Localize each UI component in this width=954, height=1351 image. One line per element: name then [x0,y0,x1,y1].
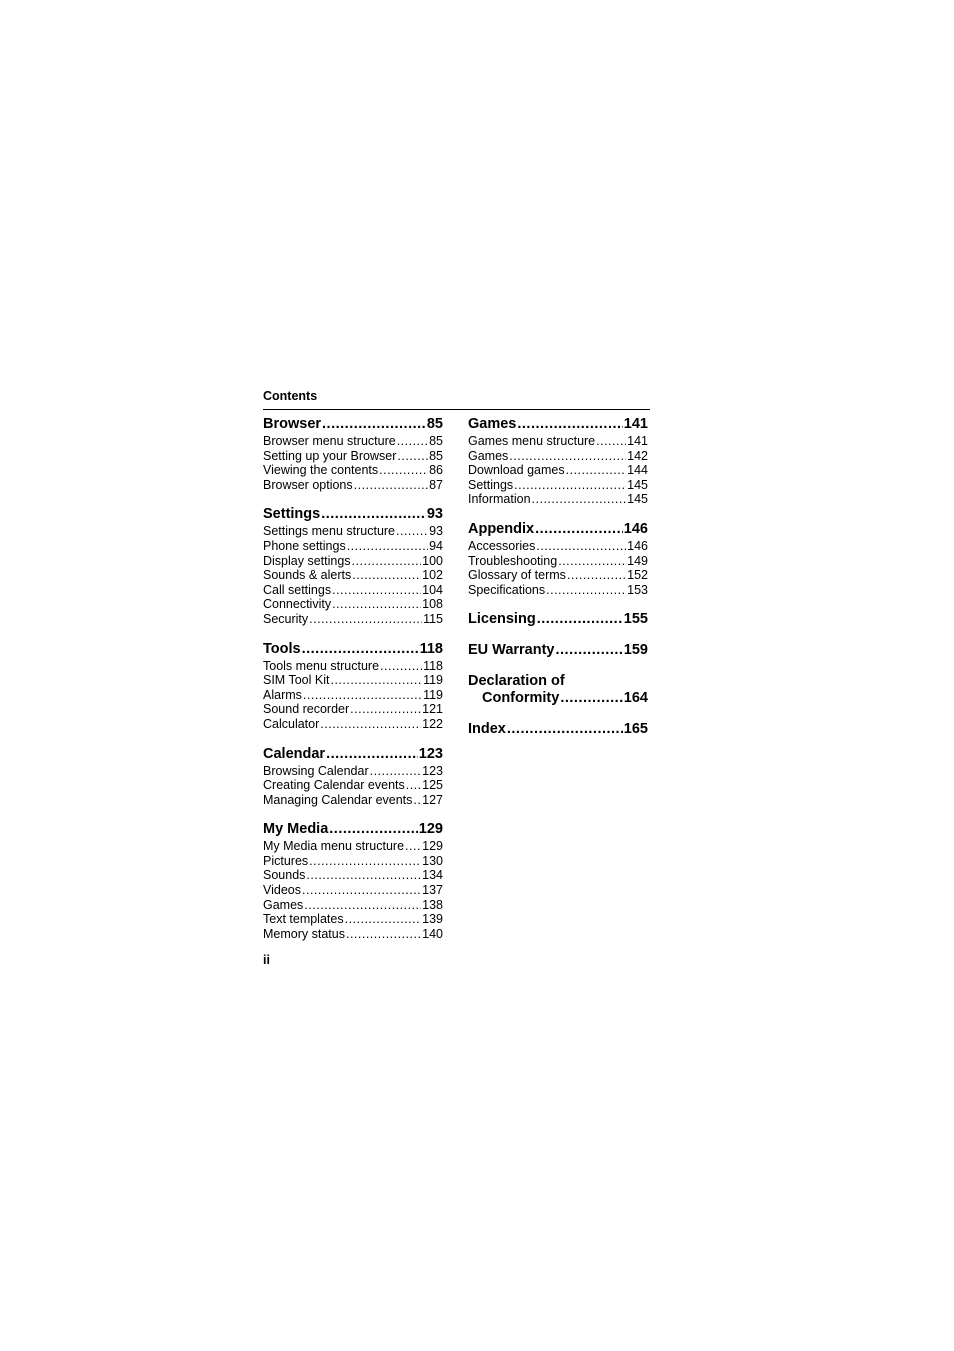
toc-entry-label: Calculator [263,716,320,731]
dot-leader [507,721,623,738]
dot-leader [509,449,626,464]
toc-entry-label: Tools menu structure [263,658,380,673]
dot-leader [345,912,422,927]
dot-leader [560,690,622,707]
toc-entry-label: Display settings [263,553,351,568]
toc-heading[interactable] [468,611,648,628]
toc-entry-label: Connectivity [263,597,332,612]
toc-entry-label: Sound recorder [263,702,350,717]
toc-entry-label: SIM Tool Kit [263,673,330,688]
dot-leader [354,478,428,493]
toc-section-calendar [263,746,443,808]
toc-entry[interactable] [263,554,443,569]
toc-entry-label: Setting up your Browser [263,448,397,463]
toc-entry-page: 149 [627,553,648,568]
toc-heading[interactable] [263,746,443,763]
toc-entry-page: 86 [429,463,443,478]
toc-entry[interactable] [263,883,443,898]
toc-entry-label: Settings menu structure [263,524,396,539]
toc-entry-label: Glossary of terms [468,568,566,583]
toc-entry-page: 130 [422,853,443,868]
dot-leader [347,539,428,554]
dot-leader [321,506,426,523]
toc-entry[interactable] [263,597,443,612]
toc-heading-label: Conformity [482,690,560,707]
toc-entry-page: 125 [422,778,443,793]
toc-entry-label: Download games [468,463,565,478]
toc-entry-label: Specifications [468,582,546,597]
toc-heading[interactable] [468,642,648,659]
toc-section-my-media [263,821,443,941]
toc-entry[interactable] [468,539,648,554]
toc-entry-label: Accessories [468,538,536,553]
toc-entry[interactable] [263,659,443,674]
toc-entry-page: 115 [423,611,443,626]
toc-entry-page: 142 [627,448,648,463]
dot-leader [352,568,421,583]
toc-entry[interactable] [263,927,443,942]
dot-leader [330,673,422,688]
dot-leader [397,449,428,464]
toc-entry-page: 119 [423,687,443,702]
toc-entry-label: Security [263,611,309,626]
dot-leader [332,597,421,612]
toc-entry-page: 129 [422,839,443,854]
toc-entry-page: 119 [423,673,443,688]
toc-entry-page: 127 [422,792,443,807]
toc-entry[interactable] [263,583,443,598]
dot-leader [309,612,422,627]
toc-entry-page: 123 [422,763,443,778]
toc-entry[interactable] [263,449,443,464]
dot-leader [332,583,421,598]
toc-entry[interactable] [263,793,443,808]
toc-entry-page: 102 [422,568,443,583]
toc-entry-label: Games [468,448,509,463]
toc-entry-page: 139 [422,912,443,927]
toc-heading-label: Calendar [263,745,326,762]
toc-entry-label: Viewing the contents [263,463,379,478]
toc-entry-page: 140 [422,926,443,941]
toc-section-browser [263,416,443,492]
dot-leader [405,839,421,854]
toc-entry[interactable] [263,839,443,854]
toc-entry[interactable] [263,434,443,449]
toc-entry-label: Managing Calendar events [263,792,413,807]
dot-leader [532,492,627,507]
toc-heading-page: 123 [418,745,443,762]
toc-heading-page: 155 [623,611,648,628]
toc-entry-label: Creating Calendar events [263,778,405,793]
dot-leader [346,927,421,942]
toc-entry[interactable] [263,854,443,869]
toc-entry-label: Troubleshooting [468,553,558,568]
toc-entry[interactable] [263,539,443,554]
toc-entry[interactable] [468,568,648,583]
page-number: ii [263,953,270,967]
toc-entry-page: 153 [627,582,648,597]
toc-heading[interactable] [468,416,648,433]
toc-entry[interactable] [263,912,443,927]
toc-entry-label: Videos [263,883,301,898]
toc-entry-page: 87 [429,477,443,492]
toc-heading-label: My Media [263,821,329,838]
toc-entry-page: 146 [627,538,648,553]
toc-entry-page: 144 [627,463,648,478]
toc-entry[interactable] [263,868,443,883]
toc-entry[interactable] [468,449,648,464]
dot-leader [302,883,421,898]
header-divider [263,409,650,410]
toc-entry-page: 145 [627,492,648,507]
toc-heading-page: 85 [426,416,443,432]
toc-heading-page: 93 [426,506,443,523]
dot-leader [397,434,428,449]
toc-heading-page: 141 [623,416,648,432]
toc-entry-label: Information [468,492,531,507]
toc-entry-page: 152 [627,568,648,583]
toc-heading-label: Games [468,416,517,432]
page-title: Contents [263,389,318,403]
toc-section-index [468,721,648,738]
toc-entry[interactable] [263,702,443,717]
dot-leader [322,416,426,433]
dot-leader [566,463,627,478]
toc-heading-label: Settings [263,506,321,523]
toc-entry-page: 118 [423,658,443,673]
toc-heading[interactable] [468,521,648,538]
dot-leader [350,702,421,717]
toc-entry[interactable] [263,778,443,793]
toc-heading[interactable] [263,416,443,433]
dot-leader [396,524,428,539]
dot-leader [370,764,422,779]
toc-entry-page: 134 [422,868,443,883]
dot-leader [555,642,622,659]
toc-entry-label: Games [263,897,304,912]
toc-heading-label: Browser [263,416,322,432]
toc-section-eu-warranty [468,642,648,659]
toc-entry-page: 100 [422,553,443,568]
toc-heading[interactable] [263,641,443,658]
dot-leader [329,821,418,838]
toc-entry-label: Phone settings [263,538,346,553]
toc-heading-page: 164 [623,690,648,707]
toc-entry-page: 104 [422,582,443,597]
toc-entry-label: Sounds & alerts [263,568,352,583]
toc-entry-page: 141 [627,434,648,448]
toc-entry[interactable] [263,688,443,703]
toc-entry-page: 94 [429,538,443,553]
toc-section-settings [263,506,443,626]
toc-entry[interactable] [263,898,443,913]
toc-section-appendix [468,521,648,597]
dot-leader [379,463,428,478]
toc-entry-label: My Media menu structure [263,839,405,854]
dot-leader [558,554,626,569]
toc-heading-page: 159 [623,642,648,659]
toc-entry[interactable] [468,492,648,507]
dot-leader [326,746,418,763]
dot-leader [517,416,622,433]
dot-leader [352,554,422,569]
dot-leader [406,778,421,793]
toc-entry-page: 93 [429,524,443,539]
dot-leader [567,568,626,583]
dot-leader [306,868,421,883]
toc-entry[interactable] [468,434,648,449]
toc-entry-label: Alarms [263,687,302,702]
toc-entry[interactable] [468,583,648,598]
toc-entry-label: Browser options [263,477,353,492]
dot-leader [596,434,626,449]
toc-heading-page: 118 [419,640,443,657]
toc-entry[interactable] [263,478,443,493]
toc-entry[interactable] [468,478,648,493]
toc-heading-multiline[interactable] [468,673,648,707]
dot-leader [303,688,422,703]
toc-section-licensing [468,611,648,628]
toc-entry-label: Sounds [263,868,306,883]
toc-heading-label: Tools [263,640,301,657]
toc-section-games [468,416,648,507]
toc-entry-page: 121 [422,702,443,717]
toc-entry[interactable] [263,673,443,688]
toc-entry-label: Memory status [263,926,345,941]
toc-right-column [468,416,648,752]
dot-leader [536,539,626,554]
toc-heading[interactable] [468,721,648,738]
toc-entry-label: Browser menu structure [263,434,396,448]
toc-entry[interactable] [263,463,443,478]
toc-entry[interactable] [468,554,648,569]
toc-entry[interactable] [263,524,443,539]
toc-heading-label: Licensing [468,611,536,628]
dot-leader [302,641,419,658]
toc-entry-page: 138 [422,897,443,912]
toc-entry-page: 137 [422,883,443,898]
toc-heading-page: 146 [623,520,648,537]
toc-heading-label-line1: Declaration of [468,673,565,690]
dot-leader [537,611,623,628]
toc-entry[interactable] [263,568,443,583]
toc-entry-page: 85 [429,434,443,448]
toc-entry-page: 108 [422,597,443,612]
toc-heading[interactable] [263,821,443,838]
dot-leader [514,478,626,493]
dot-leader [320,717,421,732]
toc-entry-label: Settings [468,477,514,492]
toc-section-declaration [468,673,648,707]
toc-heading-page: 165 [623,721,648,738]
toc-heading-page: 129 [418,821,443,838]
toc-section-tools [263,641,443,732]
toc-entry[interactable] [263,764,443,779]
dot-leader [309,854,421,869]
toc-entry[interactable] [263,717,443,732]
toc-heading-label: Appendix [468,520,535,537]
toc-entry-label: Browsing Calendar [263,763,369,778]
toc-entry-page: 145 [627,477,648,492]
toc-entry-label: Text templates [263,912,344,927]
toc-left-column [263,416,443,955]
toc-heading-label: EU Warranty [468,642,555,659]
toc-entry-label: Call settings [263,582,332,597]
toc-entry-label: Pictures [263,853,309,868]
toc-heading[interactable] [263,506,443,523]
toc-entry-page: 122 [422,716,443,731]
dot-leader [535,521,623,538]
dot-leader [413,793,421,808]
dot-leader [546,583,626,598]
toc-entry-page: 85 [429,448,443,463]
toc-entry[interactable] [263,612,443,627]
dot-leader [380,659,422,674]
dot-leader [304,898,421,913]
toc-entry-label: Games menu structure [468,434,596,448]
toc-heading-line2 [468,690,648,707]
toc-entry[interactable] [468,463,648,478]
toc-heading-label: Index [468,721,506,738]
